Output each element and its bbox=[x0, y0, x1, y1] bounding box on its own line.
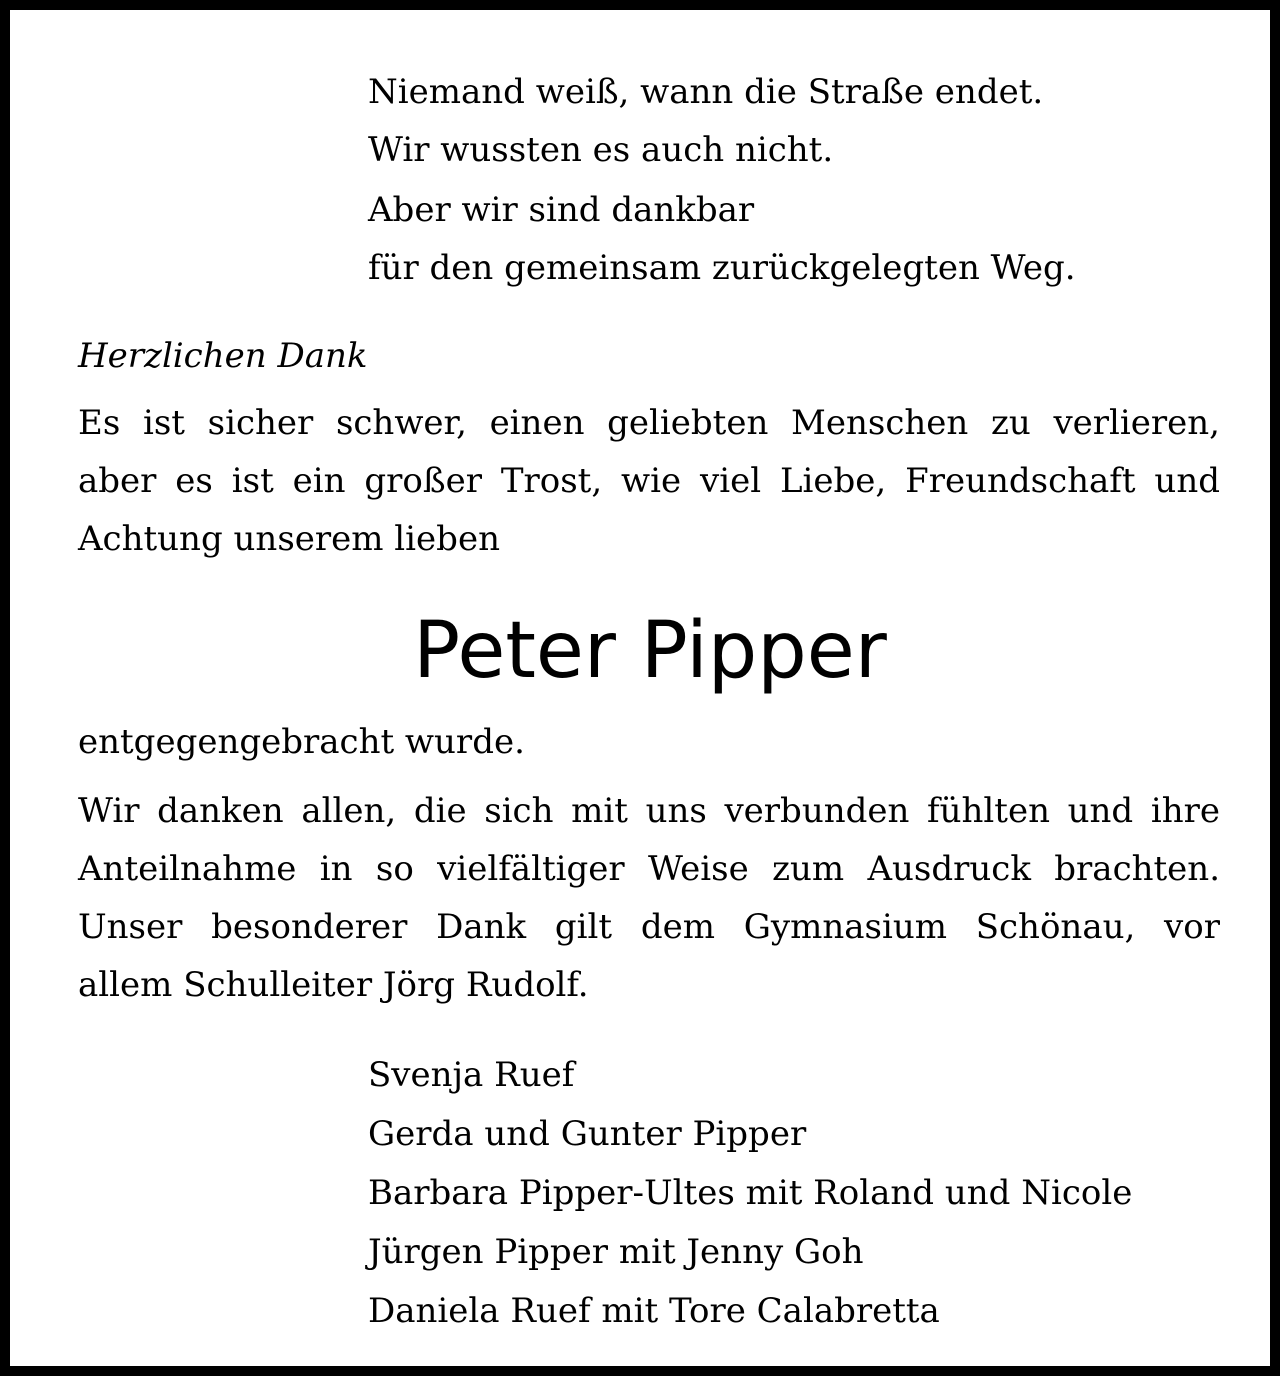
signer: Svenja Ruef bbox=[368, 1055, 575, 1095]
signers-list bbox=[368, 1046, 1132, 1341]
thanks-line: Wir danken allen, die sich mit uns verbunden fühlten und ihre bbox=[78, 791, 1220, 831]
thanks-heading: Herzlichen Dank bbox=[78, 336, 368, 376]
poem-line: Aber wir sind dankbar bbox=[368, 190, 755, 230]
thanks-paragraph bbox=[78, 782, 1220, 1014]
poem-line: Niemand weiß, wann die Straße endet. bbox=[368, 72, 1044, 112]
intro-line: aber es ist ein großer Trost, wie viel Liebe, Freundschaft und bbox=[78, 461, 1220, 501]
thanks-line: Unser besonderer Dank gilt dem Gymnasium Schönau, vor bbox=[78, 907, 1220, 947]
signer: Jürgen Pipper mit Jenny Goh bbox=[368, 1232, 864, 1272]
intro-line: Achtung unserem lieben bbox=[78, 519, 500, 559]
intro-line: Es ist sicher schwer, einen geliebten Menschen zu verlieren, bbox=[78, 403, 1220, 443]
thanks-line: Anteilnahme in so vielfältiger Weise zum Ausdruck brachten. bbox=[78, 849, 1220, 889]
intro-paragraph bbox=[78, 394, 1220, 568]
poem-line: Wir wussten es auch nicht. bbox=[368, 130, 834, 170]
signer: Daniela Ruef mit Tore Calabretta bbox=[368, 1291, 940, 1331]
signer: Gerda und Gunter Pipper bbox=[368, 1114, 807, 1154]
deceased-name: Peter Pipper bbox=[413, 606, 887, 696]
thanks-line: allem Schulleiter Jörg Rudolf. bbox=[78, 965, 589, 1005]
signer: Barbara Pipper-Ultes mit Roland und Nicole bbox=[368, 1173, 1133, 1213]
poem-line: für den gemeinsam zurückgelegten Weg. bbox=[368, 248, 1076, 288]
after-name-text: entgegengebracht wurde. bbox=[78, 722, 525, 762]
